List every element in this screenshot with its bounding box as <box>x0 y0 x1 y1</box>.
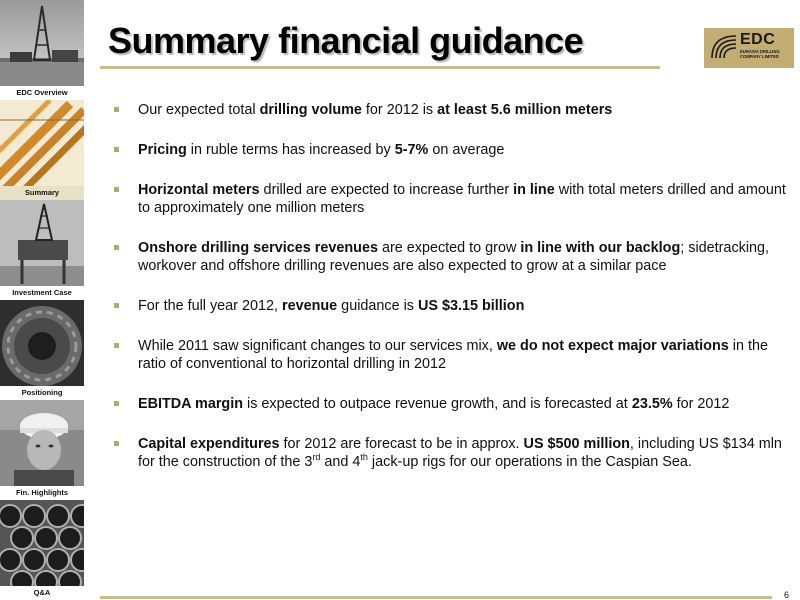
logo-name: EDC <box>740 31 776 48</box>
edc-logo-icon <box>710 34 738 62</box>
bullet-emphasis: in line with our backlog <box>520 240 681 256</box>
bullet-item <box>114 435 786 471</box>
bullet-text: ; sidetracking, workover and offshore drilling revenues are also expected to grow at a similar pace <box>138 240 770 274</box>
bullet-marker-icon <box>114 441 119 446</box>
sidebar-item-investment-case[interactable] <box>0 200 84 300</box>
bullet-text: , including US $134 mln for the construction of the 3 <box>138 436 782 470</box>
bullet-emphasis: we do not expect major variations <box>496 338 729 354</box>
sidebar-nav <box>0 0 84 600</box>
pipes-photo <box>0 500 84 586</box>
bullet-item <box>114 181 786 217</box>
bullet-marker-icon <box>114 303 119 308</box>
bullet-text: are expected to grow <box>377 240 521 256</box>
title-divider <box>100 66 660 69</box>
pipeline-photo <box>0 100 84 186</box>
bullet-text: Our expected total <box>138 102 260 118</box>
sidebar-item-fin-highlights[interactable] <box>0 400 84 500</box>
offshore-rig-photo <box>0 200 84 286</box>
bullet-emphasis: Onshore drilling services revenues <box>138 240 378 256</box>
bullet-text: in the ratio of conventional to horizontal drilling in 2012 <box>138 338 768 372</box>
bullet-text: drilled are expected to increase further <box>259 182 514 198</box>
bullet-item <box>114 239 786 275</box>
page-title: Summary financial guidance <box>108 20 584 61</box>
bullet-text: is expected to outpace revenue growth, and is forecasted at <box>243 396 632 412</box>
drill-bit-photo <box>0 300 84 386</box>
bullet-superscript: rd <box>312 452 321 463</box>
bullet-marker-icon <box>114 245 119 250</box>
sidebar-item-label: EDC Overview <box>16 88 68 97</box>
bullet-emphasis: Horizontal meters <box>138 182 260 198</box>
bullet-emphasis: at least 5.6 million meters <box>437 102 613 118</box>
bullet-emphasis: EBITDA margin <box>138 396 244 412</box>
bullet-emphasis: 5-7% <box>394 142 429 158</box>
sidebar-item-label: Fin. Highlights <box>15 488 69 497</box>
sidebar-item-label: Investment Case <box>12 288 72 297</box>
sidebar-item-label: Summary <box>0 186 84 200</box>
footer-divider <box>100 596 772 599</box>
drilling-rig-photo <box>0 0 84 86</box>
bullet-marker-icon <box>114 107 119 112</box>
sidebar-item-qa[interactable] <box>0 500 84 600</box>
bullet-superscript: th <box>360 452 368 463</box>
bullet-emphasis: US $3.15 billion <box>418 298 525 314</box>
bullet-text: in ruble terms has increased by <box>186 142 395 158</box>
bullet-marker-icon <box>114 343 119 348</box>
sidebar-item-label: Positioning <box>21 388 63 397</box>
bullet-item <box>114 337 786 373</box>
bullet-text: for 2012 <box>672 396 730 412</box>
sidebar-item-edc-overview[interactable] <box>0 0 84 100</box>
bullet-emphasis: revenue <box>281 298 338 314</box>
bullet-emphasis: 23.5% <box>631 396 673 412</box>
bullet-item <box>114 101 786 119</box>
bullet-text: for 2012 is <box>361 102 438 118</box>
bullet-emphasis: US $500 million <box>523 436 630 452</box>
bullet-emphasis: drilling volume <box>259 102 362 118</box>
sidebar-item-summary[interactable] <box>0 100 84 200</box>
bullet-item <box>114 297 786 315</box>
bullet-text: jack-up rigs for our operations in the Caspian Sea. <box>367 454 692 470</box>
bullet-marker-icon <box>114 401 119 406</box>
logo-subtitle: EURASIA DRILLING COMPANY LIMITED <box>740 49 780 59</box>
bullet-text: guidance is <box>337 298 418 314</box>
bullet-emphasis: Pricing <box>138 142 187 158</box>
bullet-item <box>114 141 786 159</box>
bullet-text: with total meters drilled and amount to approximately one million meters <box>138 182 786 216</box>
guidance-bullet-list <box>114 101 786 471</box>
bullet-marker-icon <box>114 187 119 192</box>
bullet-marker-icon <box>114 147 119 152</box>
bullet-text: For the full year 2012, <box>138 298 282 314</box>
page-number: 6 <box>784 590 790 600</box>
bullet-text: on average <box>428 142 505 158</box>
bullet-emphasis: Capital expenditures <box>138 436 280 452</box>
sidebar-item-positioning[interactable] <box>0 300 84 400</box>
bullet-text: and 4 <box>320 454 361 470</box>
bullet-text: While 2011 saw significant changes to our services mix, <box>138 338 497 354</box>
worker-photo <box>0 400 84 486</box>
edc-logo <box>704 28 794 68</box>
bullet-item <box>114 395 786 413</box>
sidebar-item-label: Q&A <box>33 588 51 597</box>
bullet-emphasis: in line <box>513 182 555 198</box>
bullet-text: for 2012 are forecast to be in approx. <box>279 436 524 452</box>
